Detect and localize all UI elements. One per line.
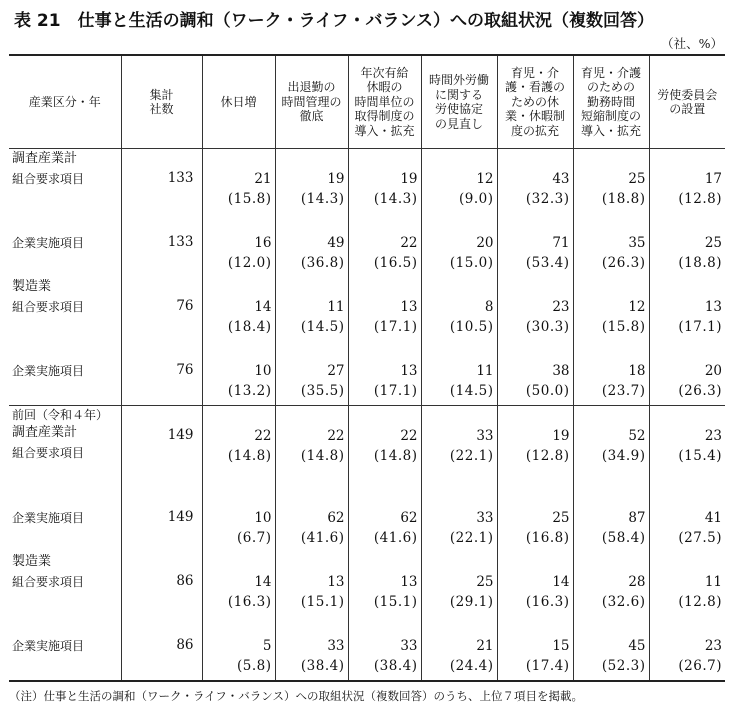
count-value: 22 <box>400 235 418 251</box>
value-cell <box>202 616 275 681</box>
header-line: 育児・介 <box>510 65 559 80</box>
count-value: 19 <box>552 428 570 444</box>
value-cell <box>497 616 573 681</box>
percent-value: (14.3) <box>373 191 418 207</box>
item-type-label: 企業実施項目 <box>12 638 85 653</box>
count-value: 13 <box>400 299 418 315</box>
value-cell <box>497 488 573 552</box>
percent-value: (30.3) <box>525 319 570 335</box>
company-count: 86 <box>176 636 194 653</box>
header-row <box>9 55 725 149</box>
count-value: 23 <box>704 637 722 654</box>
percent-value: (26.3) <box>601 255 646 271</box>
value-cell <box>573 552 649 616</box>
unit-label: （社、%） <box>661 36 723 51</box>
item-type-label: 組合要求項目 <box>12 300 85 314</box>
percent-value: (15.0) <box>449 255 494 271</box>
value-cell <box>348 616 421 681</box>
value-cell <box>202 149 275 214</box>
count-value: 11 <box>327 299 345 315</box>
count-value: 19 <box>327 171 345 187</box>
header-line: 短縮制度の <box>580 109 641 124</box>
wlb-table <box>9 54 725 682</box>
value-cell <box>275 149 348 214</box>
company-count: 133 <box>167 170 194 186</box>
company-count: 133 <box>167 234 194 250</box>
count-value: 25 <box>552 509 570 526</box>
count-cell <box>121 213 202 277</box>
value-cell <box>421 341 497 406</box>
table-row <box>9 277 725 341</box>
percent-value: (14.5) <box>300 319 345 335</box>
header-holidays <box>202 55 275 149</box>
percent-value: (12.0) <box>227 255 272 271</box>
row-label-cell <box>9 341 121 406</box>
value-cell <box>497 552 573 616</box>
header-labor-committee <box>649 55 725 149</box>
percent-value: (29.1) <box>449 593 494 610</box>
header-line: の見直し <box>434 116 483 131</box>
table-row <box>9 616 725 681</box>
row-label-cell <box>9 488 121 552</box>
value-cell <box>573 341 649 406</box>
value-cell <box>421 213 497 277</box>
header-count-line: 集計 <box>149 87 174 102</box>
count-value: 13 <box>400 363 418 379</box>
count-value: 33 <box>400 637 418 654</box>
header-line: 労使協定 <box>434 102 483 116</box>
company-count: 76 <box>176 298 194 314</box>
count-value: 13 <box>400 573 418 590</box>
table-row <box>9 406 725 488</box>
header-line: 度の拡充 <box>510 123 559 138</box>
percent-value: (14.8) <box>373 448 418 464</box>
value-cell <box>649 406 725 488</box>
count-value: 35 <box>628 235 646 251</box>
percent-value: (17.1) <box>373 319 418 335</box>
value-cell <box>573 213 649 277</box>
count-value: 12 <box>628 299 646 315</box>
percent-value: (32.6) <box>601 593 646 610</box>
count-value: 19 <box>400 171 418 187</box>
percent-value: (9.0) <box>458 191 494 207</box>
header-line: 育児・介護 <box>580 65 641 80</box>
value-cell <box>649 616 725 681</box>
percent-value: (15.1) <box>300 593 345 610</box>
count-cell <box>121 488 202 552</box>
count-value: 10 <box>254 363 272 379</box>
value-cell <box>573 149 649 214</box>
value-cell <box>348 277 421 341</box>
header-line: 勤務時間 <box>586 94 635 109</box>
count-value: 17 <box>704 171 722 187</box>
percent-value: (5.8) <box>236 657 272 674</box>
count-value: 62 <box>400 509 418 526</box>
count-value: 41 <box>704 509 722 526</box>
value-cell <box>573 488 649 552</box>
value-cell <box>275 341 348 406</box>
count-value: 71 <box>552 235 570 251</box>
value-cell <box>649 552 725 616</box>
value-cell <box>649 341 725 406</box>
value-cell <box>202 552 275 616</box>
value-cell <box>497 406 573 488</box>
header-line: 時間管理の <box>281 94 342 109</box>
percent-value: (24.4) <box>449 657 494 674</box>
percent-value: (17.1) <box>373 383 418 399</box>
percent-value: (26.7) <box>678 657 722 674</box>
count-value: 14 <box>254 573 272 590</box>
header-line: 休暇の <box>366 80 403 95</box>
count-value: 22 <box>327 428 345 444</box>
count-value: 18 <box>628 363 646 379</box>
count-value: 33 <box>327 637 345 654</box>
header-short-hours <box>573 55 649 149</box>
header-line: 業・休暇制 <box>504 109 565 124</box>
percent-value: (38.4) <box>373 657 418 674</box>
header-line: ための休 <box>510 94 559 109</box>
header-line: 出退勤の <box>287 80 336 95</box>
percent-value: (38.4) <box>300 657 345 674</box>
value-cell <box>202 213 275 277</box>
count-value: 22 <box>254 428 272 444</box>
item-type-label: 企業実施項目 <box>12 510 85 525</box>
item-type-label: 組合要求項目 <box>12 574 85 589</box>
count-value: 5 <box>262 637 272 654</box>
count-value: 25 <box>476 573 494 590</box>
value-cell <box>649 488 725 552</box>
percent-value: (23.7) <box>601 383 646 399</box>
value-cell <box>497 149 573 214</box>
value-cell <box>275 277 348 341</box>
count-value: 8 <box>484 299 494 315</box>
header-count <box>121 55 202 149</box>
value-cell <box>421 616 497 681</box>
header-overtime-agreement <box>421 55 497 149</box>
company-count: 86 <box>176 572 194 589</box>
header-line: 導入・拡充 <box>354 123 415 138</box>
count-value: 28 <box>628 573 646 590</box>
count-value: 25 <box>704 235 722 251</box>
percent-value: (18.8) <box>678 255 722 271</box>
value-cell <box>497 341 573 406</box>
percent-value: (12.8) <box>678 593 722 610</box>
count-cell <box>121 616 202 681</box>
count-value: 12 <box>476 171 494 187</box>
count-cell <box>121 149 202 214</box>
percent-value: (17.4) <box>525 657 570 674</box>
count-value: 49 <box>327 235 345 251</box>
value-cell <box>421 277 497 341</box>
row-label-cell <box>9 149 121 214</box>
header-childcare-leave <box>497 55 573 149</box>
table-row <box>9 341 725 406</box>
value-cell <box>202 341 275 406</box>
percent-value: (14.8) <box>227 448 272 464</box>
header-attendance-management <box>275 55 348 149</box>
row-label-cell <box>9 552 121 616</box>
count-value: 25 <box>628 171 646 187</box>
header-count-line: 社数 <box>149 102 174 116</box>
value-cell <box>202 488 275 552</box>
item-type-label: 組合要求項目 <box>12 172 85 186</box>
footnote: （注）仕事と生活の調和（ワーク・ライフ・バランス）への取組状況（複数回答）のうち、上位７項目を掲載。 <box>9 689 583 703</box>
value-cell <box>497 277 573 341</box>
percent-value: (26.3) <box>678 383 722 399</box>
count-value: 43 <box>552 171 570 187</box>
value-cell <box>275 213 348 277</box>
header-line: 労使委員会 <box>657 87 718 102</box>
count-value: 62 <box>327 509 345 526</box>
industry-label: 調査産業計 <box>12 151 78 166</box>
value-cell <box>421 406 497 488</box>
company-count: 149 <box>167 508 194 525</box>
count-cell <box>121 277 202 341</box>
table-row <box>9 213 725 277</box>
value-cell <box>649 277 725 341</box>
percent-value: (17.1) <box>678 319 722 335</box>
value-cell <box>348 552 421 616</box>
percent-value: (50.0) <box>525 383 570 399</box>
value-cell <box>497 213 573 277</box>
count-value: 33 <box>476 509 494 526</box>
header-line: 導入・拡充 <box>580 123 641 138</box>
value-cell <box>275 552 348 616</box>
percent-value: (27.5) <box>678 529 722 546</box>
percent-value: (10.5) <box>449 319 494 335</box>
percent-value: (6.7) <box>236 529 272 546</box>
header-line: に関する <box>434 87 483 102</box>
count-value: 16 <box>254 235 272 251</box>
percent-value: (16.8) <box>525 529 570 546</box>
percent-value: (15.4) <box>678 448 722 464</box>
period-label: 前回（令和４年） <box>12 408 109 422</box>
value-cell <box>573 616 649 681</box>
table-row <box>9 552 725 616</box>
percent-value: (41.6) <box>373 529 418 546</box>
percent-value: (14.5) <box>449 383 494 399</box>
header-line: 年次有給 <box>360 65 409 80</box>
percent-value: (18.8) <box>601 191 646 207</box>
percent-value: (34.9) <box>601 448 646 464</box>
count-value: 15 <box>552 637 570 654</box>
value-cell <box>275 616 348 681</box>
value-cell <box>348 406 421 488</box>
item-type-label: 企業実施項目 <box>12 364 85 378</box>
value-cell <box>348 213 421 277</box>
item-type-label: 企業実施項目 <box>12 236 85 250</box>
percent-value: (15.8) <box>601 319 646 335</box>
value-cell <box>649 213 725 277</box>
row-label-cell <box>9 616 121 681</box>
value-cell <box>348 341 421 406</box>
percent-value: (13.2) <box>227 383 272 399</box>
count-value: 52 <box>628 428 646 444</box>
count-value: 11 <box>704 573 722 590</box>
percent-value: (58.4) <box>601 529 646 546</box>
count-value: 14 <box>254 299 272 315</box>
row-label-cell <box>9 277 121 341</box>
percent-value: (16.3) <box>227 593 272 610</box>
percent-value: (18.4) <box>227 319 272 335</box>
count-value: 21 <box>254 171 272 187</box>
company-count: 76 <box>176 362 194 378</box>
percent-value: (12.8) <box>525 448 570 464</box>
count-value: 23 <box>552 299 570 315</box>
percent-value: (35.5) <box>300 383 345 399</box>
industry-label: 製造業 <box>12 279 52 294</box>
value-cell <box>421 488 497 552</box>
percent-value: (16.5) <box>373 255 418 271</box>
percent-value: (22.1) <box>449 448 494 464</box>
header-line: 徹底 <box>299 109 324 124</box>
header-line: 取得制度の <box>354 109 415 124</box>
count-value: 14 <box>552 573 570 590</box>
header-line: 時間単位の <box>354 94 415 109</box>
percent-value: (52.3) <box>601 657 646 674</box>
header-category: 産業区分・年 <box>9 55 121 149</box>
count-value: 13 <box>327 573 345 590</box>
percent-value: (14.8) <box>300 448 345 464</box>
percent-value: (41.6) <box>300 529 345 546</box>
value-cell <box>421 552 497 616</box>
value-cell <box>275 406 348 488</box>
industry-label: 調査産業計 <box>12 425 78 440</box>
count-cell <box>121 552 202 616</box>
percent-value: (15.8) <box>227 191 272 207</box>
row-label-cell <box>9 406 121 488</box>
value-cell <box>202 406 275 488</box>
header-line: 時間外労働 <box>428 73 489 87</box>
percent-value: (12.8) <box>678 191 722 207</box>
value-cell <box>421 149 497 214</box>
item-type-label: 組合要求項目 <box>12 446 85 460</box>
table-row <box>9 149 725 214</box>
count-cell <box>121 406 202 488</box>
percent-value: (32.3) <box>525 191 570 207</box>
row-label-cell <box>9 213 121 277</box>
percent-value: (16.3) <box>525 593 570 610</box>
count-value: 10 <box>254 509 272 526</box>
table-title: 表 21 仕事と生活の調和（ワーク・ライフ・バランス）への取組状況（複数回答） <box>14 11 655 31</box>
count-value: 38 <box>552 363 570 379</box>
percent-value: (15.1) <box>373 593 418 610</box>
value-cell <box>202 277 275 341</box>
count-value: 23 <box>704 428 722 444</box>
count-value: 13 <box>704 299 722 315</box>
value-cell <box>649 149 725 214</box>
count-value: 21 <box>476 637 494 654</box>
value-cell <box>573 277 649 341</box>
count-value: 27 <box>327 363 345 379</box>
count-value: 20 <box>476 235 494 251</box>
percent-value: (53.4) <box>525 255 570 271</box>
count-value: 11 <box>476 363 494 379</box>
header-line: 護・看護の <box>504 80 565 95</box>
industry-label: 製造業 <box>12 553 52 569</box>
header-hourly-paid-leave <box>348 55 421 149</box>
company-count: 149 <box>167 427 194 443</box>
value-cell <box>348 488 421 552</box>
percent-value: (22.1) <box>449 529 494 546</box>
header-line: のための <box>586 80 635 95</box>
count-value: 22 <box>400 428 418 444</box>
value-cell <box>348 149 421 214</box>
count-value: 87 <box>628 509 646 526</box>
table-row <box>9 488 725 552</box>
header-line: 休日増 <box>220 94 257 109</box>
value-cell <box>275 488 348 552</box>
count-value: 33 <box>476 428 494 444</box>
count-cell <box>121 341 202 406</box>
count-value: 45 <box>628 637 646 654</box>
percent-value: (36.8) <box>300 255 345 271</box>
value-cell <box>573 406 649 488</box>
header-line: の設置 <box>669 102 706 116</box>
count-value: 20 <box>704 363 722 379</box>
percent-value: (14.3) <box>300 191 345 207</box>
